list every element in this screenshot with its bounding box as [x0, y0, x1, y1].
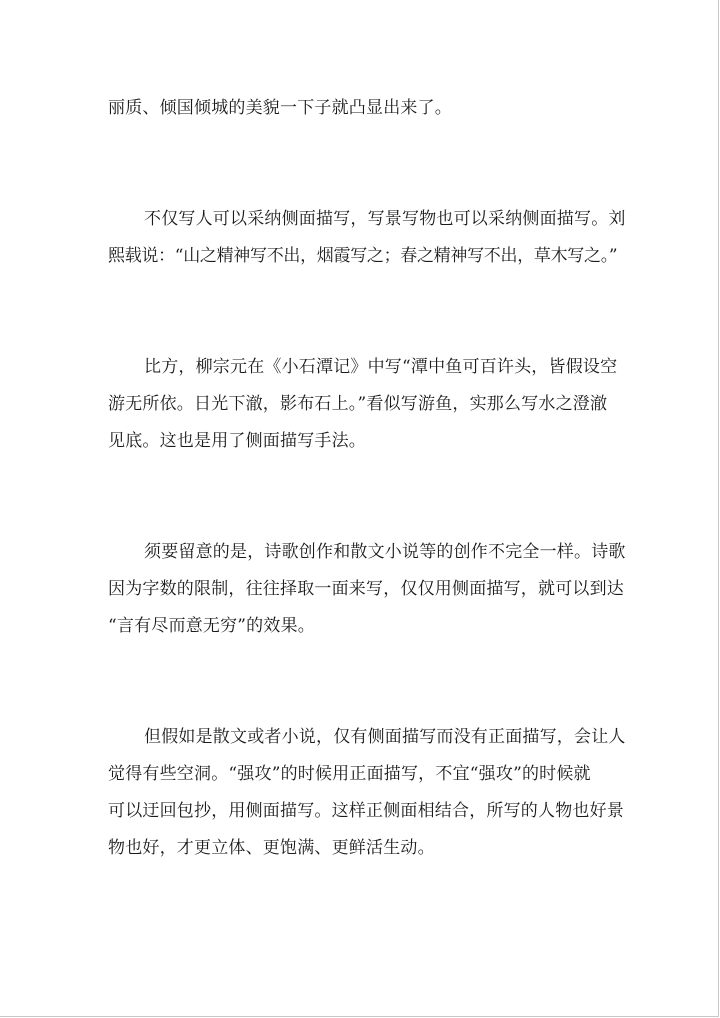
paragraph-5-line-4: 物也好，才更立体、更饱满、更鲜活生动。	[108, 838, 435, 858]
paragraph-5-line-1: 但假如是散文或者小说，仅有侧面描写而没有正面描写，会让人	[144, 727, 626, 747]
paragraph-2-line-1: 不仅写人可以采纳侧面描写，写景写物也可以采纳侧面描写。刘	[144, 209, 626, 229]
paragraph-4-line-3: “言有尽而意无穷”的效果。	[108, 616, 315, 636]
paragraph-4-line-2: 因为字数的限制，往往择取一面来写，仅仅用侧面描写，就可以到达	[108, 579, 624, 599]
paragraph-2-line-2: 熙载说：“山之精神写不出，烟霞写之；春之精神写不出，草木写之。”	[108, 246, 618, 266]
paragraph-1-line-1: 丽质、倾国倾城的美貌一下子就凸显出来了。	[108, 98, 452, 118]
paragraph-5-line-3: 可以迂回包抄，用侧面描写。这样正侧面相结合，所写的人物也好景	[108, 801, 624, 821]
paragraph-3-line-1: 比方，柳宗元在《小石潭记》中写“潭中鱼可百许头，皆假设空	[144, 357, 618, 377]
paragraph-5-line-2: 觉得有些空洞。“强攻”的时候用正面描写，不宜“强攻”的时候就	[108, 764, 591, 784]
paragraph-3-line-2: 游无所依。日光下澈，影布石上。”看似写游鱼，实那么写水之澄澈	[108, 394, 608, 414]
paragraph-4-line-1: 须要留意的是，诗歌创作和散文小说等的创作不完全一样。诗歌	[144, 542, 626, 562]
paragraph-3-line-3: 见底。这也是用了侧面描写手法。	[108, 431, 366, 451]
